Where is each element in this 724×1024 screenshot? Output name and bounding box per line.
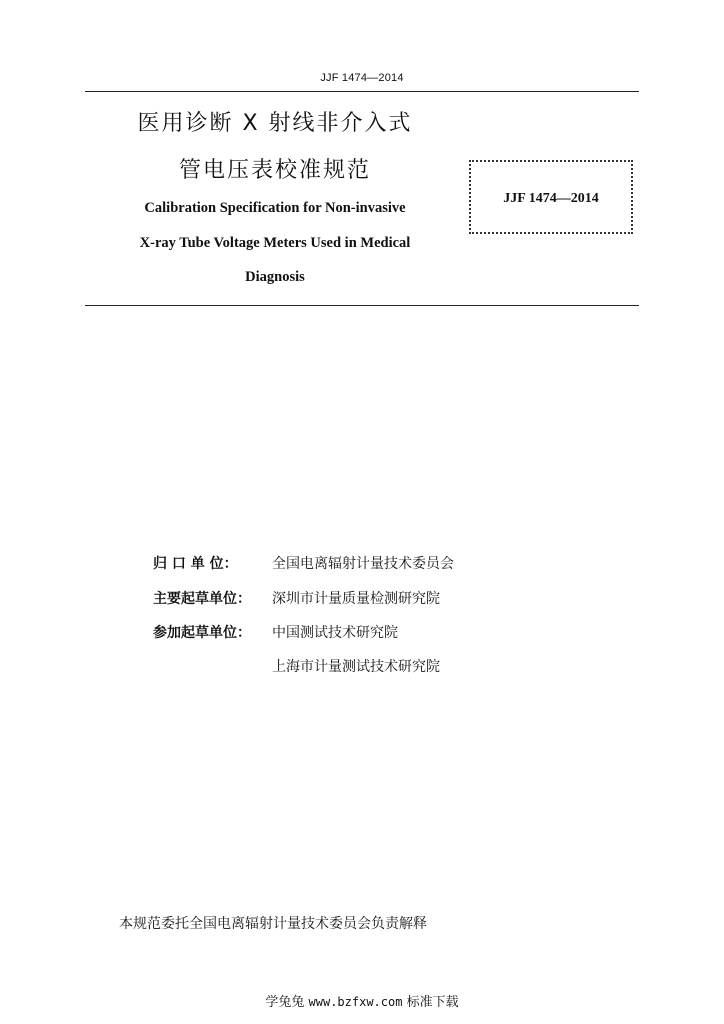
footer-watermark [0,996,724,1009]
participating-unit-row [153,626,398,640]
participating-unit-value-2: 上海市计量测试技术研究院 [272,659,440,675]
responsible-unit-row [153,557,454,571]
title-en-line3: Diagnosis [245,269,305,285]
interpretation-note: 本规范委托全国电离辐射计量技术委员会负责解释 [119,916,427,932]
running-head: JJF 1474—2014 [320,72,404,84]
title-en-line1: Calibration Specification for Non-invasive [144,200,406,216]
standard-code: JJF 1474—2014 [503,191,599,206]
participating-unit-label: 参加起草单位： [153,625,251,641]
participating-unit-value-1: 中国测试技术研究院 [272,625,398,641]
title-en-line2: X-ray Tube Voltage Meters Used in Medical [139,235,411,251]
footer-prefix: 学兔兔 [265,995,305,1010]
standard-code-box [469,160,633,234]
responsible-unit-label: 归 口 单 位： [153,556,238,572]
bottom-rule [85,305,639,306]
footer-suffix: 标准下载 [406,995,459,1010]
participating-unit-row-2 [153,660,440,674]
footer-site[interactable]: www.bzfxw.com [308,995,403,1009]
main-drafting-unit-value: 深圳市计量质量检测研究院 [272,591,440,607]
main-drafting-unit-label: 主要起草单位： [153,591,251,607]
title-cn-line2: 管电压表校准规范 [178,158,371,183]
responsible-unit-value: 全国电离辐射计量技术委员会 [272,556,454,572]
main-drafting-unit-row [153,592,440,606]
title-cn-line1: 医用诊断 X 射线非介入式 [137,111,413,136]
top-rule [85,91,639,92]
